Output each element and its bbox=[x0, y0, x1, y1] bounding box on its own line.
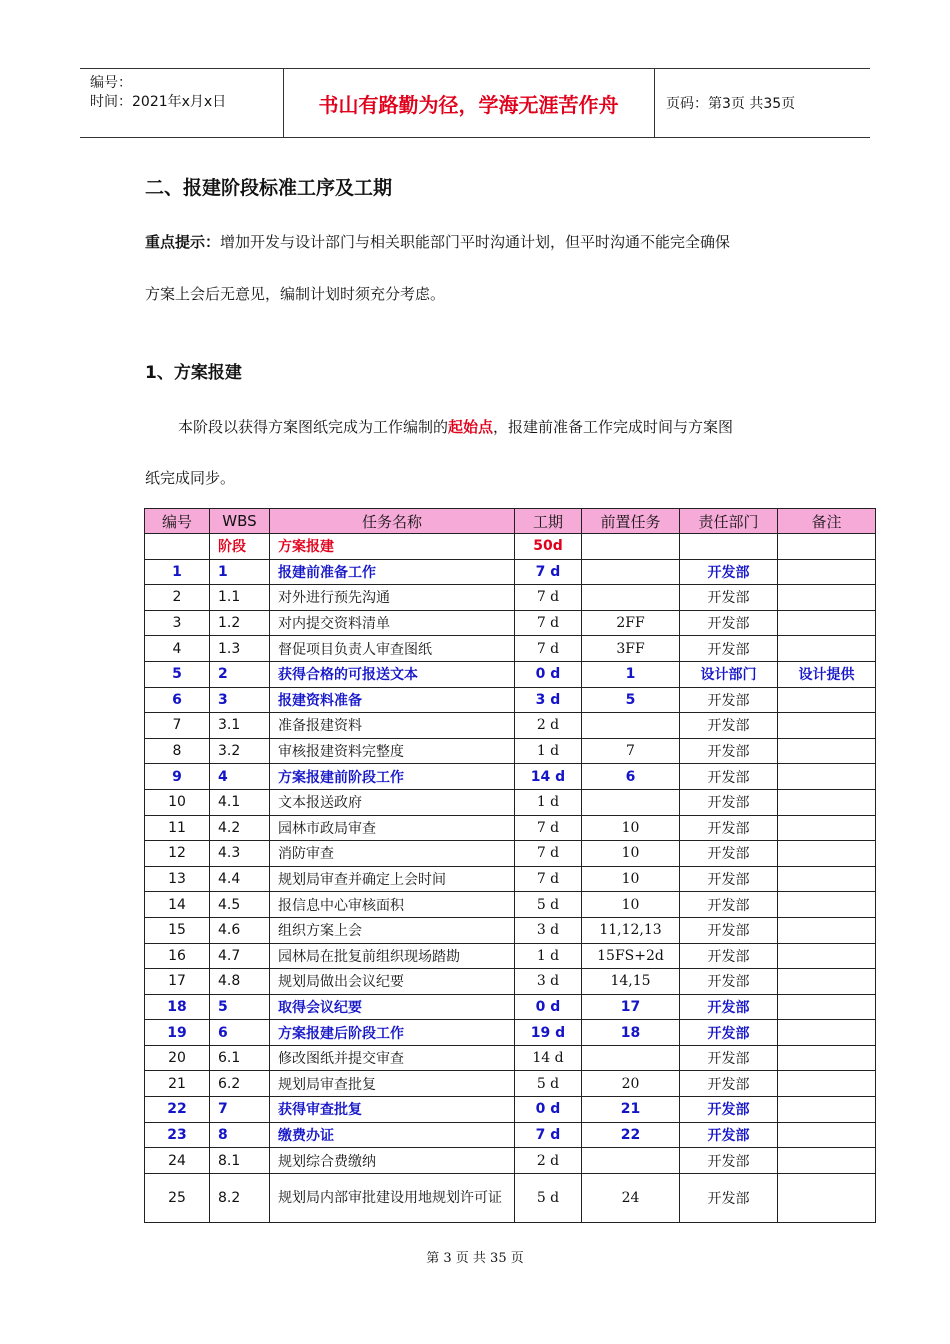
cell-predecessor: 5 bbox=[582, 687, 680, 713]
task-row bbox=[145, 969, 876, 995]
cell-task-name: 规划局审查批复 bbox=[270, 1071, 515, 1097]
cell-duration: 3 d bbox=[515, 687, 582, 713]
intro-text-before: 本阶段以获得方案图纸完成为工作编制的 bbox=[178, 418, 449, 436]
cell-department: 开发部 bbox=[680, 841, 778, 867]
cell-wbs: 4.2 bbox=[210, 815, 270, 841]
header-col-duration: 工期 bbox=[515, 509, 582, 534]
stage-row bbox=[145, 534, 876, 560]
task-row bbox=[145, 738, 876, 764]
cell-task-name: 获得审查批复 bbox=[270, 1097, 515, 1123]
cell-duration: 0 d bbox=[515, 994, 582, 1020]
cell-note bbox=[778, 815, 876, 841]
cell-id: 10 bbox=[145, 789, 210, 815]
cell-department: 开发部 bbox=[680, 943, 778, 969]
cell-task-name: 对外进行预先沟通 bbox=[270, 585, 515, 611]
cell-department: 开发部 bbox=[680, 789, 778, 815]
summary-task-row bbox=[145, 994, 876, 1020]
cell-task-name: 规划局做出会议纪要 bbox=[270, 969, 515, 995]
cell-duration: 7 d bbox=[515, 815, 582, 841]
header-page-info: 页码：第3页 共35页 bbox=[666, 96, 796, 112]
cell-note bbox=[778, 764, 876, 790]
cell-wbs: 7 bbox=[210, 1097, 270, 1123]
cell-department: 开发部 bbox=[680, 892, 778, 918]
cell-id: 2 bbox=[145, 585, 210, 611]
cell-task-name: 规划综合费缴纳 bbox=[270, 1148, 515, 1174]
cell-task-name: 获得合格的可报送文本 bbox=[270, 661, 515, 687]
cell-wbs: 6 bbox=[210, 1020, 270, 1046]
cell-task-name: 规划局审查并确定上会时间 bbox=[270, 866, 515, 892]
cell-wbs: 1 bbox=[210, 559, 270, 585]
cell-predecessor: 2FF bbox=[582, 610, 680, 636]
cell-predecessor: 20 bbox=[582, 1071, 680, 1097]
cell-id: 3 bbox=[145, 610, 210, 636]
cell-id: 21 bbox=[145, 1071, 210, 1097]
summary-task-row bbox=[145, 559, 876, 585]
cell-wbs: 4.8 bbox=[210, 969, 270, 995]
cell-note bbox=[778, 559, 876, 585]
cell-duration: 19 d bbox=[515, 1020, 582, 1046]
cell-duration: 5 d bbox=[515, 1173, 582, 1222]
cell-predecessor bbox=[582, 713, 680, 739]
cell-wbs: 8 bbox=[210, 1122, 270, 1148]
cell-predecessor bbox=[582, 585, 680, 611]
cell-predecessor: 11,12,13 bbox=[582, 917, 680, 943]
cell-predecessor: 22 bbox=[582, 1122, 680, 1148]
cell-id: 23 bbox=[145, 1122, 210, 1148]
cell-duration: 1 d bbox=[515, 789, 582, 815]
table-body bbox=[145, 534, 876, 1223]
cell-id: 7 bbox=[145, 713, 210, 739]
cell-department: 开发部 bbox=[680, 559, 778, 585]
cell-department: 开发部 bbox=[680, 866, 778, 892]
task-row bbox=[145, 1071, 876, 1097]
cell-predecessor: 1 bbox=[582, 661, 680, 687]
cell-task-name: 方案报建后阶段工作 bbox=[270, 1020, 515, 1046]
cell-duration: 7 d bbox=[515, 636, 582, 662]
cell-id: 17 bbox=[145, 969, 210, 995]
page-footer: 第 3 页 共 35 页 bbox=[426, 1251, 524, 1266]
cell-id: 6 bbox=[145, 687, 210, 713]
cell-task-name: 报建前准备工作 bbox=[270, 559, 515, 585]
cell-task-name: 督促项目负责人审查图纸 bbox=[270, 636, 515, 662]
cell-duration: 3 d bbox=[515, 969, 582, 995]
cell-predecessor: 17 bbox=[582, 994, 680, 1020]
cell-note bbox=[778, 585, 876, 611]
cell-department: 开发部 bbox=[680, 994, 778, 1020]
cell-id: 1 bbox=[145, 559, 210, 585]
cell-department: 开发部 bbox=[680, 917, 778, 943]
cell-note bbox=[778, 1097, 876, 1123]
subsection-title: 1、方案报建 bbox=[145, 363, 242, 383]
cell-note bbox=[778, 1071, 876, 1097]
cell-wbs: 5 bbox=[210, 994, 270, 1020]
cell-predecessor bbox=[582, 534, 680, 560]
cell-note: 设计提供 bbox=[778, 661, 876, 687]
cell-task-name: 准备报建资料 bbox=[270, 713, 515, 739]
cell-task-name: 组织方案上会 bbox=[270, 917, 515, 943]
cell-department: 开发部 bbox=[680, 1097, 778, 1123]
task-row bbox=[145, 585, 876, 611]
cell-note bbox=[778, 969, 876, 995]
cell-wbs: 3 bbox=[210, 687, 270, 713]
cell-duration: 2 d bbox=[515, 713, 582, 739]
cell-duration: 7 d bbox=[515, 585, 582, 611]
cell-id: 20 bbox=[145, 1045, 210, 1071]
task-row bbox=[145, 610, 876, 636]
cell-predecessor: 10 bbox=[582, 841, 680, 867]
cell-department bbox=[680, 534, 778, 560]
cell-wbs: 4.4 bbox=[210, 866, 270, 892]
cell-note bbox=[778, 534, 876, 560]
cell-predecessor: 10 bbox=[582, 892, 680, 918]
cell-task-name: 方案报建 bbox=[270, 534, 515, 560]
cell-id: 4 bbox=[145, 636, 210, 662]
schedule-table bbox=[144, 508, 876, 1223]
intro-line-2: 纸完成同步。 bbox=[145, 469, 236, 487]
cell-department: 开发部 bbox=[680, 687, 778, 713]
cell-duration: 14 d bbox=[515, 764, 582, 790]
cell-duration: 7 d bbox=[515, 1122, 582, 1148]
task-row bbox=[145, 841, 876, 867]
cell-task-name: 审核报建资料完整度 bbox=[270, 738, 515, 764]
cell-duration: 7 d bbox=[515, 866, 582, 892]
cell-id: 9 bbox=[145, 764, 210, 790]
cell-note bbox=[778, 1148, 876, 1174]
cell-predecessor: 10 bbox=[582, 815, 680, 841]
header-col-note: 备注 bbox=[778, 509, 876, 534]
cell-wbs: 4.3 bbox=[210, 841, 270, 867]
cell-wbs: 4.7 bbox=[210, 943, 270, 969]
cell-wbs: 1.3 bbox=[210, 636, 270, 662]
cell-wbs: 6.1 bbox=[210, 1045, 270, 1071]
cell-wbs: 1.2 bbox=[210, 610, 270, 636]
cell-id: 5 bbox=[145, 661, 210, 687]
note-line-2: 方案上会后无意见，编制计划时须充分考虑。 bbox=[145, 285, 446, 303]
cell-duration: 1 d bbox=[515, 943, 582, 969]
cell-note bbox=[778, 610, 876, 636]
cell-department: 开发部 bbox=[680, 1071, 778, 1097]
cell-predecessor: 6 bbox=[582, 764, 680, 790]
cell-predecessor: 14,15 bbox=[582, 969, 680, 995]
task-row bbox=[145, 917, 876, 943]
cell-note bbox=[778, 866, 876, 892]
cell-wbs: 阶段 bbox=[210, 534, 270, 560]
cell-wbs: 1.1 bbox=[210, 585, 270, 611]
cell-id: 8 bbox=[145, 738, 210, 764]
cell-duration: 3 d bbox=[515, 917, 582, 943]
cell-wbs: 3.2 bbox=[210, 738, 270, 764]
cell-predecessor bbox=[582, 789, 680, 815]
intro-text-after: ，报建前准备工作完成时间与方案图 bbox=[493, 418, 734, 436]
cell-duration: 0 d bbox=[515, 661, 582, 687]
note-label: 重点提示： bbox=[145, 233, 221, 251]
summary-task-row bbox=[145, 1020, 876, 1046]
cell-note bbox=[778, 636, 876, 662]
cell-duration: 7 d bbox=[515, 841, 582, 867]
cell-note bbox=[778, 943, 876, 969]
cell-id: 14 bbox=[145, 892, 210, 918]
cell-note bbox=[778, 841, 876, 867]
cell-note bbox=[778, 789, 876, 815]
header-motto: 书山有路勤为径，学海无涯苦作舟 bbox=[283, 69, 655, 137]
cell-id: 13 bbox=[145, 866, 210, 892]
cell-duration: 50d bbox=[515, 534, 582, 560]
cell-id: 16 bbox=[145, 943, 210, 969]
cell-wbs: 4.1 bbox=[210, 789, 270, 815]
cell-department: 设计部门 bbox=[680, 661, 778, 687]
cell-wbs: 2 bbox=[210, 661, 270, 687]
intro-line-1 bbox=[178, 417, 733, 437]
cell-task-name: 取得会议纪要 bbox=[270, 994, 515, 1020]
summary-task-row bbox=[145, 1097, 876, 1123]
header-col-id: 编号 bbox=[145, 509, 210, 534]
cell-task-name: 园林局在批复前组织现场踏勘 bbox=[270, 943, 515, 969]
cell-wbs: 4.6 bbox=[210, 917, 270, 943]
cell-task-name: 规划局内部审批建设用地规划许可证 bbox=[270, 1173, 515, 1222]
cell-id bbox=[145, 534, 210, 560]
cell-note bbox=[778, 1045, 876, 1071]
header-col-name: 任务名称 bbox=[270, 509, 515, 534]
cell-task-name: 修改图纸并提交审查 bbox=[270, 1045, 515, 1071]
cell-note bbox=[778, 738, 876, 764]
cell-task-name: 缴费办证 bbox=[270, 1122, 515, 1148]
number-label: 编号： bbox=[90, 75, 132, 91]
cell-id: 19 bbox=[145, 1020, 210, 1046]
cell-duration: 2 d bbox=[515, 1148, 582, 1174]
cell-department: 开发部 bbox=[680, 610, 778, 636]
cell-duration: 0 d bbox=[515, 1097, 582, 1123]
summary-task-row bbox=[145, 661, 876, 687]
cell-task-name: 对内提交资料清单 bbox=[270, 610, 515, 636]
cell-predecessor: 24 bbox=[582, 1173, 680, 1222]
cell-note bbox=[778, 713, 876, 739]
note-text-1: 增加开发与设计部门与相关职能部门平时沟通计划，但平时沟通不能完全确保 bbox=[220, 233, 731, 251]
summary-task-row bbox=[145, 764, 876, 790]
task-row bbox=[145, 789, 876, 815]
cell-wbs: 6.2 bbox=[210, 1071, 270, 1097]
cell-task-name: 园林市政局审查 bbox=[270, 815, 515, 841]
header-meta bbox=[80, 69, 284, 137]
date-label: 时间：2021年x月x日 bbox=[90, 94, 227, 110]
cell-predecessor bbox=[582, 559, 680, 585]
task-row bbox=[145, 1045, 876, 1071]
cell-wbs: 8.1 bbox=[210, 1148, 270, 1174]
cell-id: 11 bbox=[145, 815, 210, 841]
cell-note bbox=[778, 892, 876, 918]
header-col-department: 责任部门 bbox=[680, 509, 778, 534]
task-row bbox=[145, 636, 876, 662]
cell-note bbox=[778, 1020, 876, 1046]
cell-note bbox=[778, 687, 876, 713]
cell-note bbox=[778, 917, 876, 943]
cell-duration: 14 d bbox=[515, 1045, 582, 1071]
task-row bbox=[145, 866, 876, 892]
cell-department: 开发部 bbox=[680, 1045, 778, 1071]
summary-task-row bbox=[145, 687, 876, 713]
section-heading: 二、报建阶段标准工序及工期 bbox=[145, 177, 393, 199]
cell-wbs: 4.5 bbox=[210, 892, 270, 918]
cell-department: 开发部 bbox=[680, 969, 778, 995]
cell-predecessor: 15FS+2d bbox=[582, 943, 680, 969]
note-line-1 bbox=[145, 232, 730, 252]
cell-predecessor: 18 bbox=[582, 1020, 680, 1046]
cell-department: 开发部 bbox=[680, 1020, 778, 1046]
cell-task-name: 文本报送政府 bbox=[270, 789, 515, 815]
cell-predecessor bbox=[582, 1045, 680, 1071]
cell-note bbox=[778, 1122, 876, 1148]
summary-task-row bbox=[145, 1122, 876, 1148]
cell-id: 24 bbox=[145, 1148, 210, 1174]
cell-predecessor: 7 bbox=[582, 738, 680, 764]
task-row bbox=[145, 943, 876, 969]
cell-note bbox=[778, 994, 876, 1020]
cell-id: 22 bbox=[145, 1097, 210, 1123]
task-row bbox=[145, 713, 876, 739]
cell-department: 开发部 bbox=[680, 764, 778, 790]
cell-task-name: 报建资料准备 bbox=[270, 687, 515, 713]
header-col-predecessor: 前置任务 bbox=[582, 509, 680, 534]
cell-department: 开发部 bbox=[680, 815, 778, 841]
cell-task-name: 消防审查 bbox=[270, 841, 515, 867]
cell-duration: 5 d bbox=[515, 892, 582, 918]
cell-duration: 5 d bbox=[515, 1071, 582, 1097]
task-row bbox=[145, 1148, 876, 1174]
cell-predecessor: 10 bbox=[582, 866, 680, 892]
cell-department: 开发部 bbox=[680, 738, 778, 764]
task-row bbox=[145, 892, 876, 918]
task-row bbox=[145, 815, 876, 841]
cell-note bbox=[778, 1173, 876, 1222]
page-header bbox=[80, 68, 870, 138]
cell-department: 开发部 bbox=[680, 1122, 778, 1148]
cell-duration: 1 d bbox=[515, 738, 582, 764]
cell-wbs: 3.1 bbox=[210, 713, 270, 739]
cell-task-name: 方案报建前阶段工作 bbox=[270, 764, 515, 790]
table-header-row bbox=[145, 509, 876, 534]
cell-predecessor bbox=[582, 1148, 680, 1174]
cell-predecessor: 21 bbox=[582, 1097, 680, 1123]
cell-wbs: 8.2 bbox=[210, 1173, 270, 1222]
cell-wbs: 4 bbox=[210, 764, 270, 790]
cell-id: 18 bbox=[145, 994, 210, 1020]
intro-highlight: 起始点 bbox=[448, 418, 494, 436]
cell-id: 12 bbox=[145, 841, 210, 867]
cell-department: 开发部 bbox=[680, 713, 778, 739]
cell-id: 15 bbox=[145, 917, 210, 943]
cell-id: 25 bbox=[145, 1173, 210, 1222]
cell-task-name: 报信息中心审核面积 bbox=[270, 892, 515, 918]
cell-department: 开发部 bbox=[680, 636, 778, 662]
cell-department: 开发部 bbox=[680, 585, 778, 611]
cell-duration: 7 d bbox=[515, 559, 582, 585]
header-col-wbs: WBS bbox=[210, 509, 270, 534]
cell-duration: 7 d bbox=[515, 610, 582, 636]
cell-department: 开发部 bbox=[680, 1148, 778, 1174]
task-row bbox=[145, 1173, 876, 1222]
cell-department: 开发部 bbox=[680, 1173, 778, 1222]
cell-predecessor: 3FF bbox=[582, 636, 680, 662]
